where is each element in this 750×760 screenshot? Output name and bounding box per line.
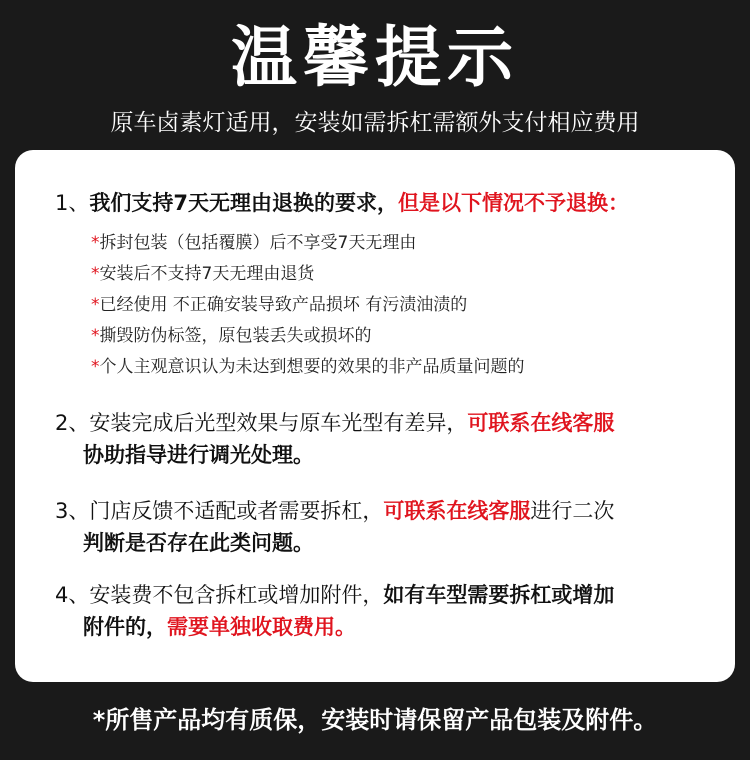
sub-text: 撕毁防伪标签，原包装丢失或损坏的	[99, 326, 372, 346]
sub-text: 个人主观意识认为未达到想要的效果的非产品质量问题的	[99, 357, 525, 377]
item-3-text: 门店反馈不适配或者需要拆杠，	[89, 499, 384, 523]
item-1-red-text: 但是以下情况不予退换：	[398, 191, 629, 215]
item-1-line-1	[55, 188, 715, 218]
item-4-line-1	[55, 580, 715, 610]
item-1-sub-5	[91, 354, 715, 380]
item-4-line-2-red: 需要单独收取费用。	[167, 615, 356, 639]
item-2-number: 2、	[55, 411, 90, 435]
item-1-number: 1、	[55, 191, 90, 215]
item-3-number: 3、	[55, 499, 90, 523]
notice-card	[15, 150, 735, 682]
item-1-bold-text: 我们支持7天无理由退换的要求，	[89, 191, 398, 215]
item-4-text: 安装费不包含拆杠或增加附件，	[89, 583, 384, 607]
bullet-star: *	[91, 357, 100, 377]
item-4-line-2	[83, 612, 715, 642]
bullet-star: *	[91, 233, 100, 253]
footer-note: *所售产品均有质保，安装时请保留产品包装及附件。	[92, 706, 658, 734]
item-2-text: 安装完成后光型效果与原车光型有差异，	[89, 411, 468, 435]
item-3-line-2: 判断是否存在此类问题。	[83, 531, 314, 555]
item-2-line-1	[55, 408, 715, 438]
item-1-sub-2	[91, 261, 715, 287]
item-3-after-text: 进行二次	[530, 499, 615, 523]
item-1-sub-1	[91, 230, 715, 256]
item-2-red-text: 可联系在线客服	[467, 411, 615, 435]
item-4-line-2-bold: 附件的，	[83, 615, 167, 639]
page-subtitle: 原车卤素灯适用，安装如需拆杠需额外支付相应费用	[110, 110, 640, 136]
item-3-line-1	[55, 496, 715, 526]
item-4-number: 4、	[55, 583, 90, 607]
bullet-star: *	[91, 326, 100, 346]
page-title: 温馨提示	[231, 19, 519, 96]
sub-text: 拆封包装（包括覆膜）后不享受7天无理由	[99, 233, 417, 253]
sub-text: 安装后不支持7天无理由退货	[99, 264, 315, 284]
bullet-star: *	[91, 295, 100, 315]
item-1-sub-4	[91, 323, 715, 349]
sub-text: 已经使用 不正确安装导致产品损坏 有污渍油渍的	[99, 295, 468, 315]
item-2-line-2: 协助指导进行调光处理。	[83, 443, 314, 467]
item-4-bold-text: 如有车型需要拆杠或增加	[383, 583, 615, 607]
bullet-star: *	[91, 264, 100, 284]
item-1-sub-3	[91, 292, 715, 318]
item-3-red-text: 可联系在线客服	[383, 499, 531, 523]
